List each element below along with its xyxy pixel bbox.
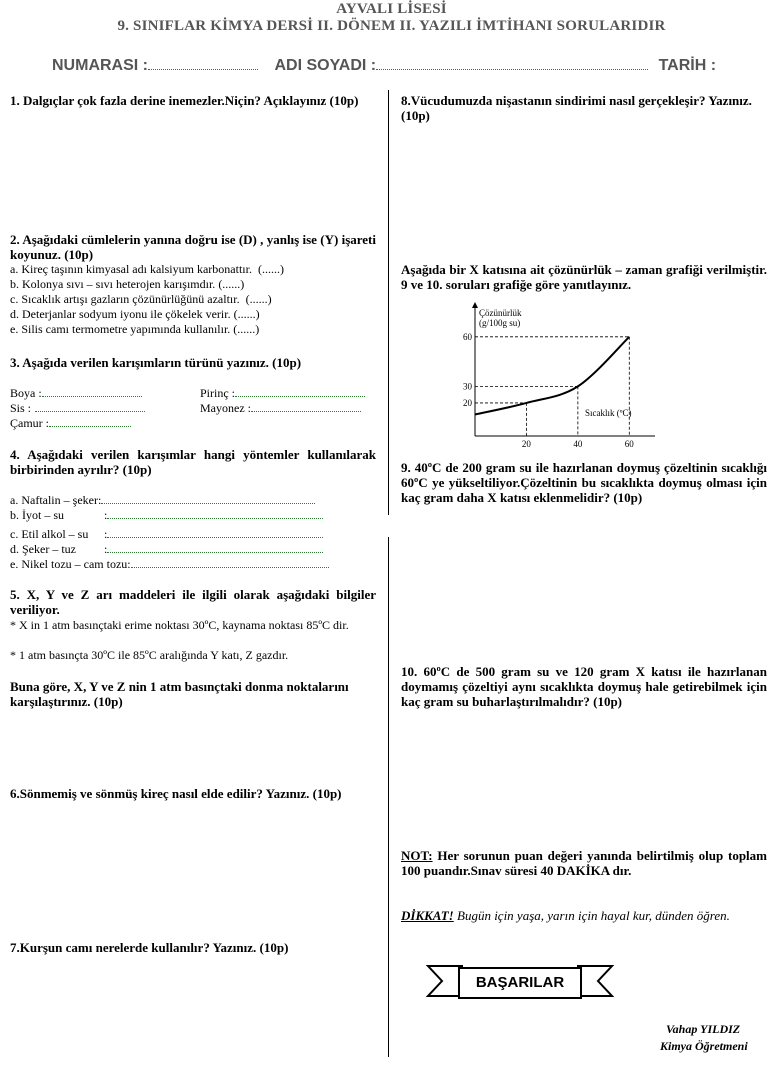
y-tick-label: 20 (463, 397, 472, 408)
answer-line[interactable] (251, 400, 361, 412)
note (401, 848, 767, 878)
q4-item-b: b. İyot – su : (10, 507, 323, 523)
solubility-curve (475, 337, 629, 415)
answer-line[interactable] (49, 415, 131, 427)
question-1: 1. Dalgıçlar çok fazla derine inemezler.Niçin? Açıklayınız (10p) (10, 93, 359, 108)
answer-blank[interactable]: (......) (257, 262, 284, 276)
answer-blank[interactable]: (......) (218, 277, 245, 291)
motto: Bugün için yaşa, yarın için hayal kur, dünden öğren. (453, 908, 730, 923)
answer-line[interactable] (107, 507, 323, 519)
answer-line[interactable] (131, 556, 329, 568)
q3-pirinc: Pirinç : (200, 385, 365, 401)
list-item: a. Kireç taşının kimyasal adı kalsiyum karbonattır. (......) (10, 262, 284, 276)
dikkat-line (401, 908, 771, 923)
ribbon-right-tail (578, 966, 612, 996)
answer-line[interactable] (235, 385, 365, 397)
question-9: 9. 40ºC de 200 gram su ile hazırlanan doymuş çözeltinin sıcaklığı 60ºC ye yükseltiliyor.Çözeltinin bu sıcaklıkta doymuş olması için kaç gram daha X katısı eklenmelidir? (10p) (401, 460, 767, 505)
question-4-title: 4. Aşağıdaki verilen karışımlar hangi yöntemler kullanılarak birbirinden ayrılır? (10p) (10, 447, 376, 477)
teacher-title: Kimya Öğretmeni (660, 1039, 748, 1053)
name-label: ADI SOYADI : (274, 57, 377, 74)
answer-line[interactable] (107, 541, 323, 553)
y-axis-label: Çözünürlük (479, 308, 522, 318)
ribbon-left-tail (428, 966, 462, 996)
q5-fact-2: * 1 atm basınçta 30ºC ile 85ºC aralığında Y katı, Z gazdır. (10, 648, 289, 662)
y-tick-label: 30 (463, 381, 472, 392)
q4-item-c: c. Etil alkol – su : (10, 526, 323, 542)
q4-item-a: a. Naftalin – şeker: (10, 492, 315, 508)
answer-line[interactable] (42, 385, 142, 397)
y-axis-arrow (472, 302, 478, 308)
question-2-items (10, 262, 380, 337)
answer-line[interactable] (107, 526, 323, 538)
graph-intro: Aşağıda bir X katısına ait çözünürlük – zaman grafiği verilmiştir. 9 ve 10. soruları grafiğe göre yanıtlayınız. (401, 262, 767, 292)
q3-mayonez: Mayonez : (200, 400, 361, 416)
number-field[interactable] (148, 58, 258, 70)
dikkat-label: DİKKAT! (401, 908, 454, 923)
school-name: AYVALI LİSESİ (336, 1, 447, 17)
column-divider-top (388, 90, 389, 515)
x-tick-label: 40 (573, 439, 583, 449)
solubility-chart (455, 298, 665, 449)
q5-fact-1: * X in 1 atm basınçtaki erime noktası 30ºC, kaynama noktası 85ºC dir. (10, 618, 349, 632)
answer-line[interactable] (101, 492, 315, 504)
student-info-row (52, 57, 716, 75)
x-tick-label: 60 (624, 439, 634, 449)
q3-camur: Çamur : (10, 415, 131, 431)
answer-line[interactable] (35, 400, 145, 412)
q4-item-d: d. Şeker – tuz : (10, 541, 323, 557)
list-item: e. Silis camı termometre yapımında kullanılır. (......) (10, 322, 260, 336)
q3-sis: Sis : (10, 400, 145, 416)
question-6: 6.Sönmemiş ve sönmüş kireç nasıl elde edilir? Yazınız. (10p) (10, 786, 342, 801)
y-axis-unit: (g/100g su) (479, 318, 521, 328)
question-8: 8.Vücudumuzda nişastanın sindirimi nasıl gerçekleşir? Yazınız. (10p) (401, 93, 752, 123)
teacher-name: Vahap YILDIZ (666, 1022, 741, 1036)
question-5-title: 5. X, Y ve Z arı maddeleri ile ilgili olarak aşağıdaki bilgiler veriliyor. (10, 587, 376, 617)
list-item: c. Sıcaklık artışı gazların çözünürlüğünü azaltır. (......) (10, 292, 272, 306)
q3-boya: Boya : (10, 385, 142, 401)
name-field[interactable] (376, 58, 648, 70)
list-item: b. Kolonya sıvı – sıvı heterojen karışımdır. (......) (10, 277, 245, 291)
list-item: d. Deterjanlar sodyum iyonu ile çökelek verir. (......) (10, 307, 260, 321)
question-10: 10. 60ºC de 500 gram su ve 120 gram X katısı ile hazırlanan doymamış çözeltiyi aynı sıcaklıkta doymuş hale getirebilmek için kaç gram su buharlaştırılmalıdır? (10p) (401, 664, 767, 709)
q4-item-e: e. Nikel tozu – cam tozu: (10, 556, 329, 572)
date-label: TARİH : (658, 57, 717, 74)
answer-blank[interactable]: (......) (233, 322, 260, 336)
question-2-title: 2. Aşağıdaki cümlelerin yanına doğru ise (D) , yanlış ise (Y) işareti koyunuz. (10p) (10, 232, 376, 262)
question-7: 7.Kurşun camı nerelerde kullanılır? Yazınız. (10p) (10, 940, 289, 955)
basarilar-banner: BAŞARILAR (458, 967, 582, 999)
x-axis-label: Sıcaklık (ºC) (585, 408, 632, 418)
note-label: NOT: (401, 848, 433, 863)
x-tick-label: 20 (521, 439, 531, 449)
column-divider-bottom (388, 537, 389, 1057)
y-tick-label: 60 (463, 331, 472, 342)
number-label: NUMARASI : (52, 57, 148, 74)
answer-blank[interactable]: (......) (233, 307, 260, 321)
q5-question: Buna göre, X, Y ve Z nin 1 atm basınçtaki donma noktalarını karşılaştırınız. (10p) (10, 679, 349, 709)
exam-title: 9. SINIFLAR KİMYA DERSİ II. DÖNEM II. YAZILI İMTİHANI SORULARIDIR (117, 18, 666, 34)
question-3-title: 3. Aşağıda verilen karışımların türünü yazınız. (10p) (10, 355, 302, 370)
note-text: Her sorunun puan değeri yanında belirtilmiş olup toplam 100 puandır.Sınav süresi 40 DAKİKA dır. (401, 848, 767, 878)
answer-blank[interactable]: (......) (245, 292, 272, 306)
